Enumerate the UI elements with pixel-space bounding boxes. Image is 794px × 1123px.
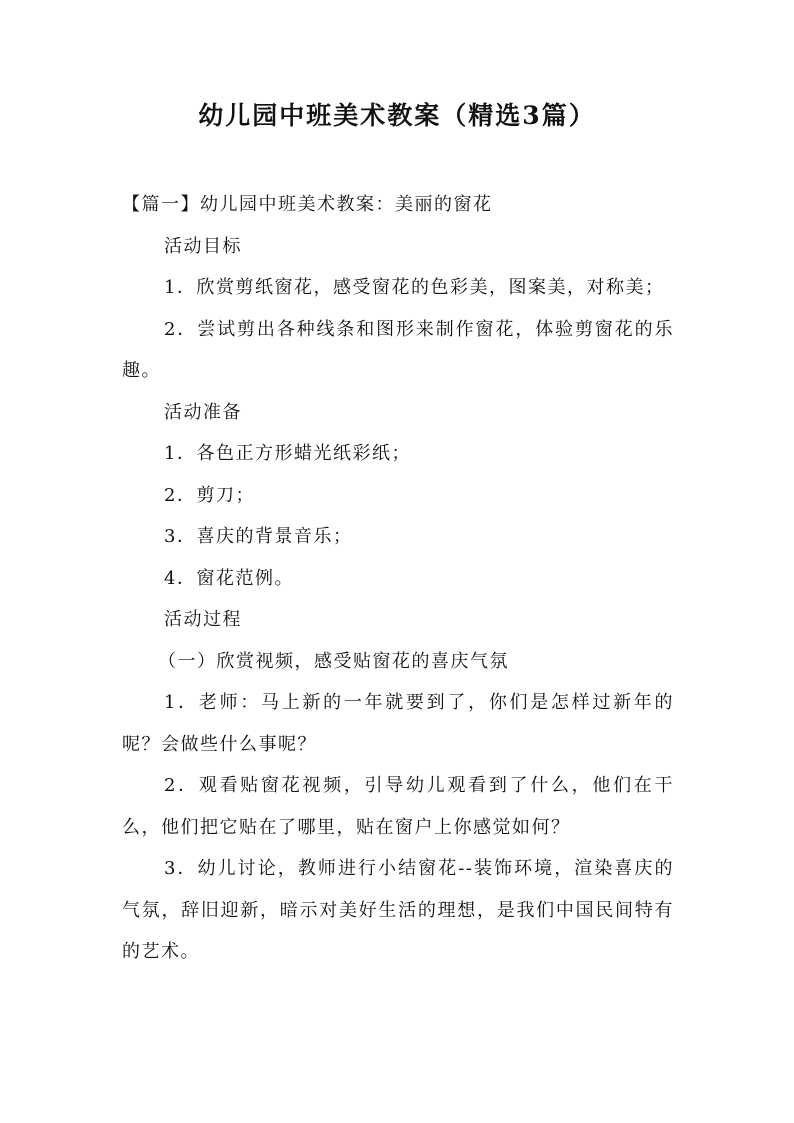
goal-item-1: 1．欣赏剪纸窗花，感受窗花的色彩美，图案美，对称美；	[164, 277, 665, 298]
heading-activity-preparation: 活动准备	[164, 401, 242, 423]
section-heading: 【篇一】幼儿园中班美术教案：美丽的窗花	[122, 194, 493, 215]
prep-item-4: 4．窗花范例。	[164, 567, 294, 589]
heading-activity-process: 活动过程	[164, 609, 242, 630]
process-item-3: 3．幼儿讨论，教师进行小结窗花--装饰环境，渲染喜庆的气氛，辞旧迎新，暗示对美好生活的理想，是我们中国民间特有的艺术。	[122, 858, 674, 962]
prep-item-1: 1．各色正方形蜡光纸彩纸；	[164, 443, 411, 464]
process-item-2: 2．观看贴窗花视频，引导幼儿观看到了什么，他们在干么，他们把它贴在了哪里，贴在窗户上你感觉如何？	[122, 775, 674, 838]
goal-item-2: 2．尝试剪出各种线条和图形来制作窗花，体验剪窗花的乐趣。	[122, 318, 674, 381]
prep-item-3: 3．喜庆的背景音乐；	[164, 526, 353, 547]
document-title: 幼儿园中班美术教案（精选3篇）	[198, 101, 596, 130]
process-subheading-1: （一）欣赏视频，感受贴窗花的喜庆气氛	[158, 650, 509, 672]
heading-activity-goals: 活动目标	[164, 235, 242, 257]
process-item-1: 1．老师：马上新的一年就要到了，你们是怎样过新年的呢？会做些什么事呢？	[122, 692, 674, 755]
document-body	[122, 184, 674, 973]
prep-item-2: 2．剪刀；	[164, 484, 255, 506]
